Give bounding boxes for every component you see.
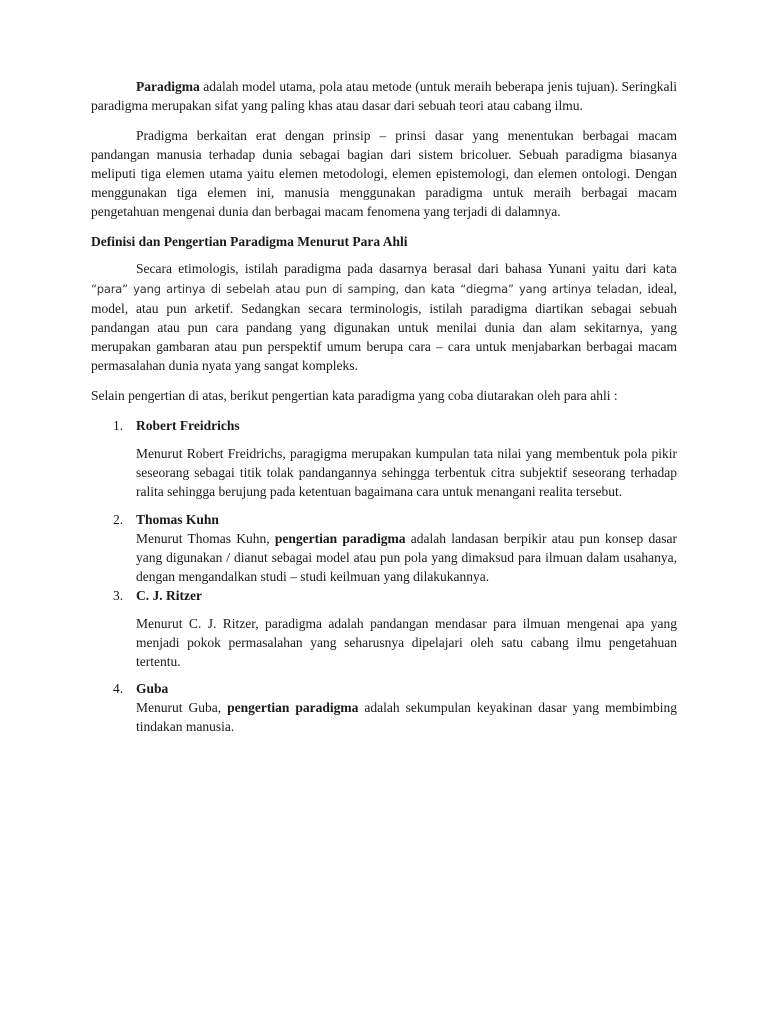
expert-text: Menurut Guba, [136,700,228,715]
list-number: 3. [113,588,124,603]
expert-text: Menurut Robert Freidrichs, paragigma merupakan kumpulan tata nilai yang membentuk pola pikir seseorang sebagai titik tolak pandangannya sehingga terbentuk citra subjektif seseorang terhadap ralita sehingga berujung pada ketentuan bagaimana cara untuk menangani realita tersebut. [136,446,677,499]
expert-name: C. J. Ritzer [136,588,202,603]
expert-name: Thomas Kuhn [136,512,219,527]
expert-name: Robert Freidrichs [136,418,240,433]
list-item [91,510,677,586]
expert-name: Guba [136,681,169,696]
expert-bold-text: pengertian paradigma [227,700,359,715]
paragraph-prinsip: Pradigma berkaitan erat dengan prinsip – prinsi dasar yang menentukan berbagai macam pandangan manusia terhadap dunia sebagai bagian dari sistem bricoluer. Sebuah paradigma biasanya meliputi tiga elemen utama yaitu elemen metodologi, elemen epistemologi, dan elemen ontologi. Dengan menggunakan tiga elemen ini, manusia menggunakan paradigma untuk meraih berbagai macam pengetahuan mengenai dunia dan berbagai macam fenomena yang terjadi di dalamnya. [91,128,677,219]
expert-text-post: adalah landasan berpikir atau pun konsep dasar yang digunakan / dianut sebagai model atau pun pola yang dimaksud para ilmuan dalam usahanya, dengan mengandalkan studi – studi keilmuan yang dilakukannya. [136,531,677,584]
intro-term: Paradigma [136,79,200,94]
expert-description [136,444,677,501]
list-number: 4. [113,681,124,696]
list-number: 2. [113,512,124,527]
etymology-part2: kata “para” yang artinya di sebelah atau pun di samping, dan kata “diegma” yang artinya teladan, [91,262,677,296]
experts-list [91,416,677,736]
expert-text: Menurut Thomas Kuhn, [136,531,275,546]
list-item [91,679,677,736]
document-page [91,77,677,736]
section-heading: Definisi dan Pengertian Paradigma Menurut Para Ahli [91,234,408,249]
etymology-paragraph [91,259,677,375]
expert-description [136,529,677,586]
expert-bold-text: pengertian paradigma [274,531,406,546]
transition-paragraph: Selain pengertian di atas, berikut pengertian kata paradigma yang coba diutarakan oleh para ahli : [91,388,618,403]
expert-description [136,614,677,671]
intro-paragraph [91,77,677,115]
expert-description [136,698,677,736]
expert-text-post: adalah sekumpulan keyakinan dasar yang membimbing tindakan manusia. [136,700,677,734]
list-number: 1. [113,418,124,433]
list-item [91,586,677,671]
list-item [91,416,677,501]
intro-text: adalah model utama, pola atau metode (untuk meraih beberapa jenis tujuan). Seringkali paradigma merupakan sifat yang paling khas atau dasar dari sebuah teori atau cabang ilmu. [91,79,677,113]
etymology-part1: Secara etimologis, istilah paradigma pada dasarnya berasal dari bahasa Yunani yaitu dari [136,261,653,276]
etymology-part3: ideal, model, atau pun arketif. Sedangkan secara terminologis, istilah paradigma diartikan sebagai sebuah pandangan atau pun cara pandang yang digunakan untuk menilai dunia dan alam sekitarnya, yang merupakan gambaran atau pun perspektif umum berupa cara – cara untuk menjabarkan berbagai macam permasalahan dunia nyata yang sangat kompleks. [91,281,677,373]
expert-text: Menurut C. J. Ritzer, paradigma adalah pandangan mendasar para ilmuan mengenai apa yang menjadi pokok permasalahan yang seharusnya dipelajari oleh satu cabang ilmu pengetahuan tertentu. [136,616,677,669]
